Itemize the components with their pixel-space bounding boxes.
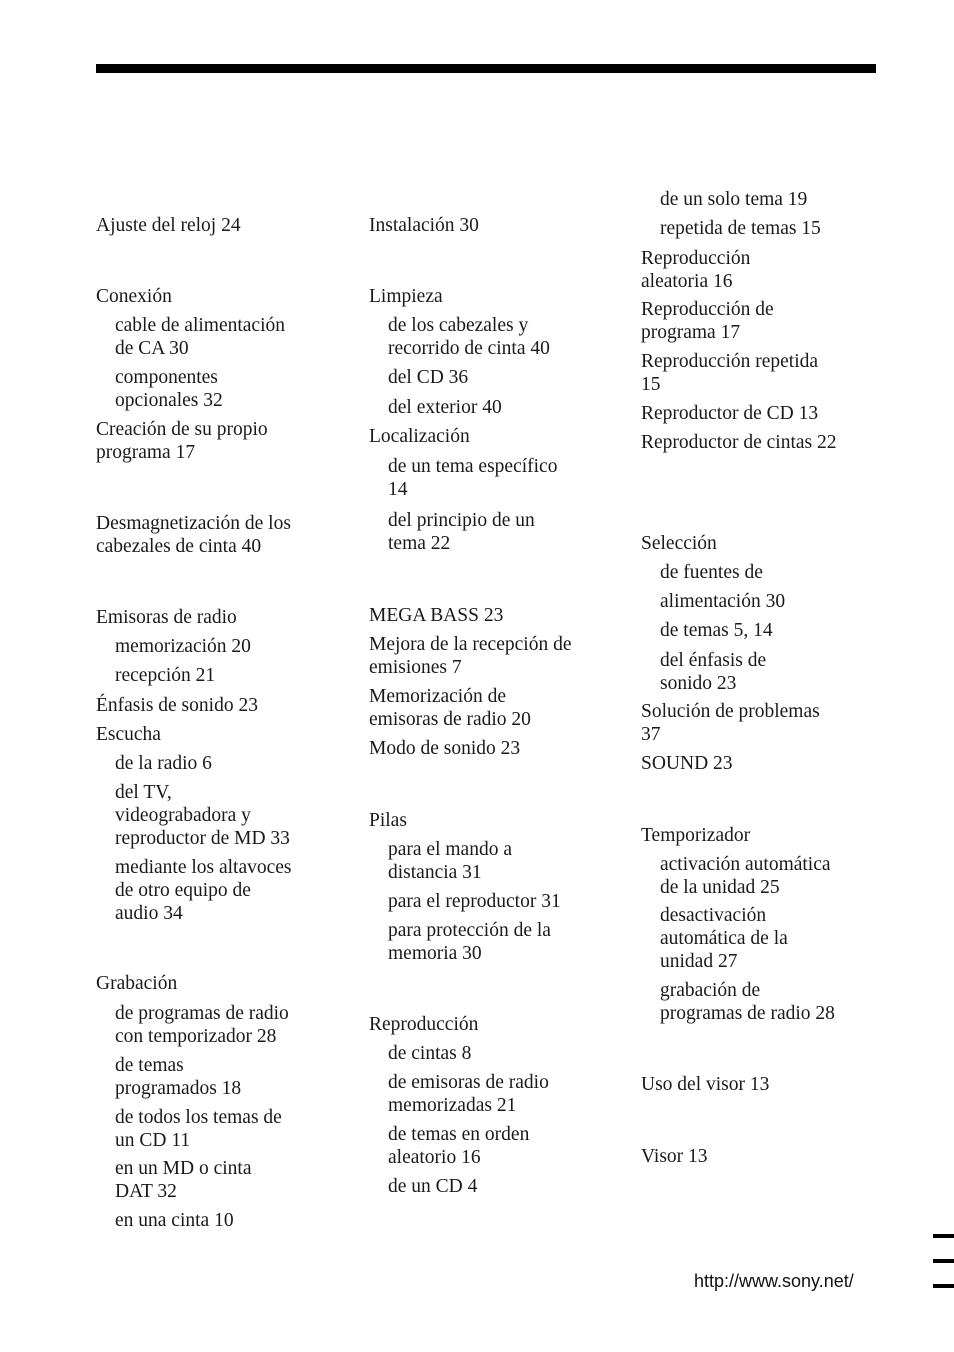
index-subentry: memorización 20 (115, 636, 251, 657)
edge-tab-mark (933, 1284, 954, 1288)
index-entry: Visor 13 (641, 1146, 708, 1167)
index-entry: Solución de problemas 37 (641, 701, 820, 745)
index-entry: Reproductor de CD 13 (641, 403, 819, 424)
index-entry: Reproductor de cintas 22 (641, 432, 837, 453)
index-entry: Reproducción aleatoria 16 (641, 248, 751, 292)
index-subentry: cable de alimentación de CA 30 (115, 315, 285, 359)
index-subentry: de temas en orden aleatorio 16 (388, 1124, 530, 1168)
index-subentry: de los cabezales y recorrido de cinta 40 (388, 315, 550, 359)
index-entry: Grabación (96, 973, 178, 994)
index-entry: Pilas (369, 810, 407, 831)
index-entry: Modo de sonido 23 (369, 738, 521, 759)
index-subentry: de cintas 8 (388, 1043, 472, 1064)
index-entry: Ajuste del reloj 24 (96, 215, 241, 236)
top-rule (96, 64, 876, 73)
edge-tab-mark (933, 1259, 954, 1263)
index-subentry: para el reproductor 31 (388, 891, 561, 912)
index-subentry: de todos los temas de un CD 11 (115, 1107, 282, 1151)
index-entry: Énfasis de sonido 23 (96, 695, 258, 716)
index-entry: Reproducción repetida 15 (641, 351, 819, 395)
index-entry: MEGA BASS 23 (369, 605, 504, 626)
index-entry: Selección (641, 533, 717, 554)
index-entry: Escucha (96, 724, 161, 745)
index-subentry: en una cinta 10 (115, 1210, 234, 1231)
footer-url: http://www.sony.net/ (694, 1271, 854, 1291)
index-entry: Temporizador (641, 825, 751, 846)
index-subentry: de un tema específico 14 (388, 456, 558, 500)
index-subentry: del énfasis de sonido 23 (660, 650, 767, 694)
edge-tab-mark (933, 1234, 954, 1238)
index-subentry: de temas 5, 14 (660, 620, 773, 641)
index-subentry: del TV, videograbadora y reproductor de MD 33 (115, 782, 290, 849)
index-entry: Uso del visor 13 (641, 1074, 770, 1095)
index-subentry: para protección de la memoria 30 (388, 920, 551, 964)
index-entry: Conexión (96, 286, 172, 307)
index-entry: Creación de su propio programa 17 (96, 419, 268, 463)
index-subentry: de fuentes de (660, 562, 763, 583)
index-entry: Localización (369, 426, 470, 447)
index-entry: Memorización de emisoras de radio 20 (369, 686, 531, 730)
index-subentry: componentes opcionales 32 (115, 367, 223, 411)
index-subentry: de un solo tema 19 (660, 189, 808, 210)
index-entry: Instalación 30 (369, 215, 479, 236)
index-entry: Emisoras de radio (96, 607, 237, 628)
index-subentry: desactivación automática de la unidad 27 (660, 905, 788, 972)
index-subentry: del CD 36 (388, 367, 469, 388)
index-subentry: repetida de temas 15 (660, 218, 821, 239)
index-subentry: activación automática de la unidad 25 (660, 854, 831, 898)
index-subentry: de temas programados 18 (115, 1055, 242, 1099)
index-subentry: de un CD 4 (388, 1176, 478, 1197)
index-subentry: mediante los altavoces de otro equipo de audio 34 (115, 857, 292, 924)
index-entry: Reproducción de programa 17 (641, 299, 774, 343)
index-subentry: para el mando a distancia 31 (388, 839, 512, 883)
index-subentry: de emisoras de radio memorizadas 21 (388, 1072, 549, 1116)
index-entry: Mejora de la recepción de emisiones 7 (369, 634, 572, 678)
index-entry: Reproducción (369, 1014, 479, 1035)
index-subentry: recepción 21 (115, 665, 216, 686)
index-subentry: del exterior 40 (388, 397, 502, 418)
index-entry: Limpieza (369, 286, 443, 307)
index-entry: Desmagnetización de los cabezales de cinta 40 (96, 513, 291, 557)
index-subentry: alimentación 30 (660, 591, 786, 612)
index-subentry: de la radio 6 (115, 753, 212, 774)
index-subentry: grabación de programas de radio 28 (660, 980, 835, 1024)
index-subentry: del principio de un tema 22 (388, 510, 535, 554)
index-subentry: de programas de radio con temporizador 28 (115, 1003, 289, 1047)
index-entry: SOUND 23 (641, 753, 733, 774)
index-subentry: en un MD o cinta DAT 32 (115, 1158, 252, 1202)
